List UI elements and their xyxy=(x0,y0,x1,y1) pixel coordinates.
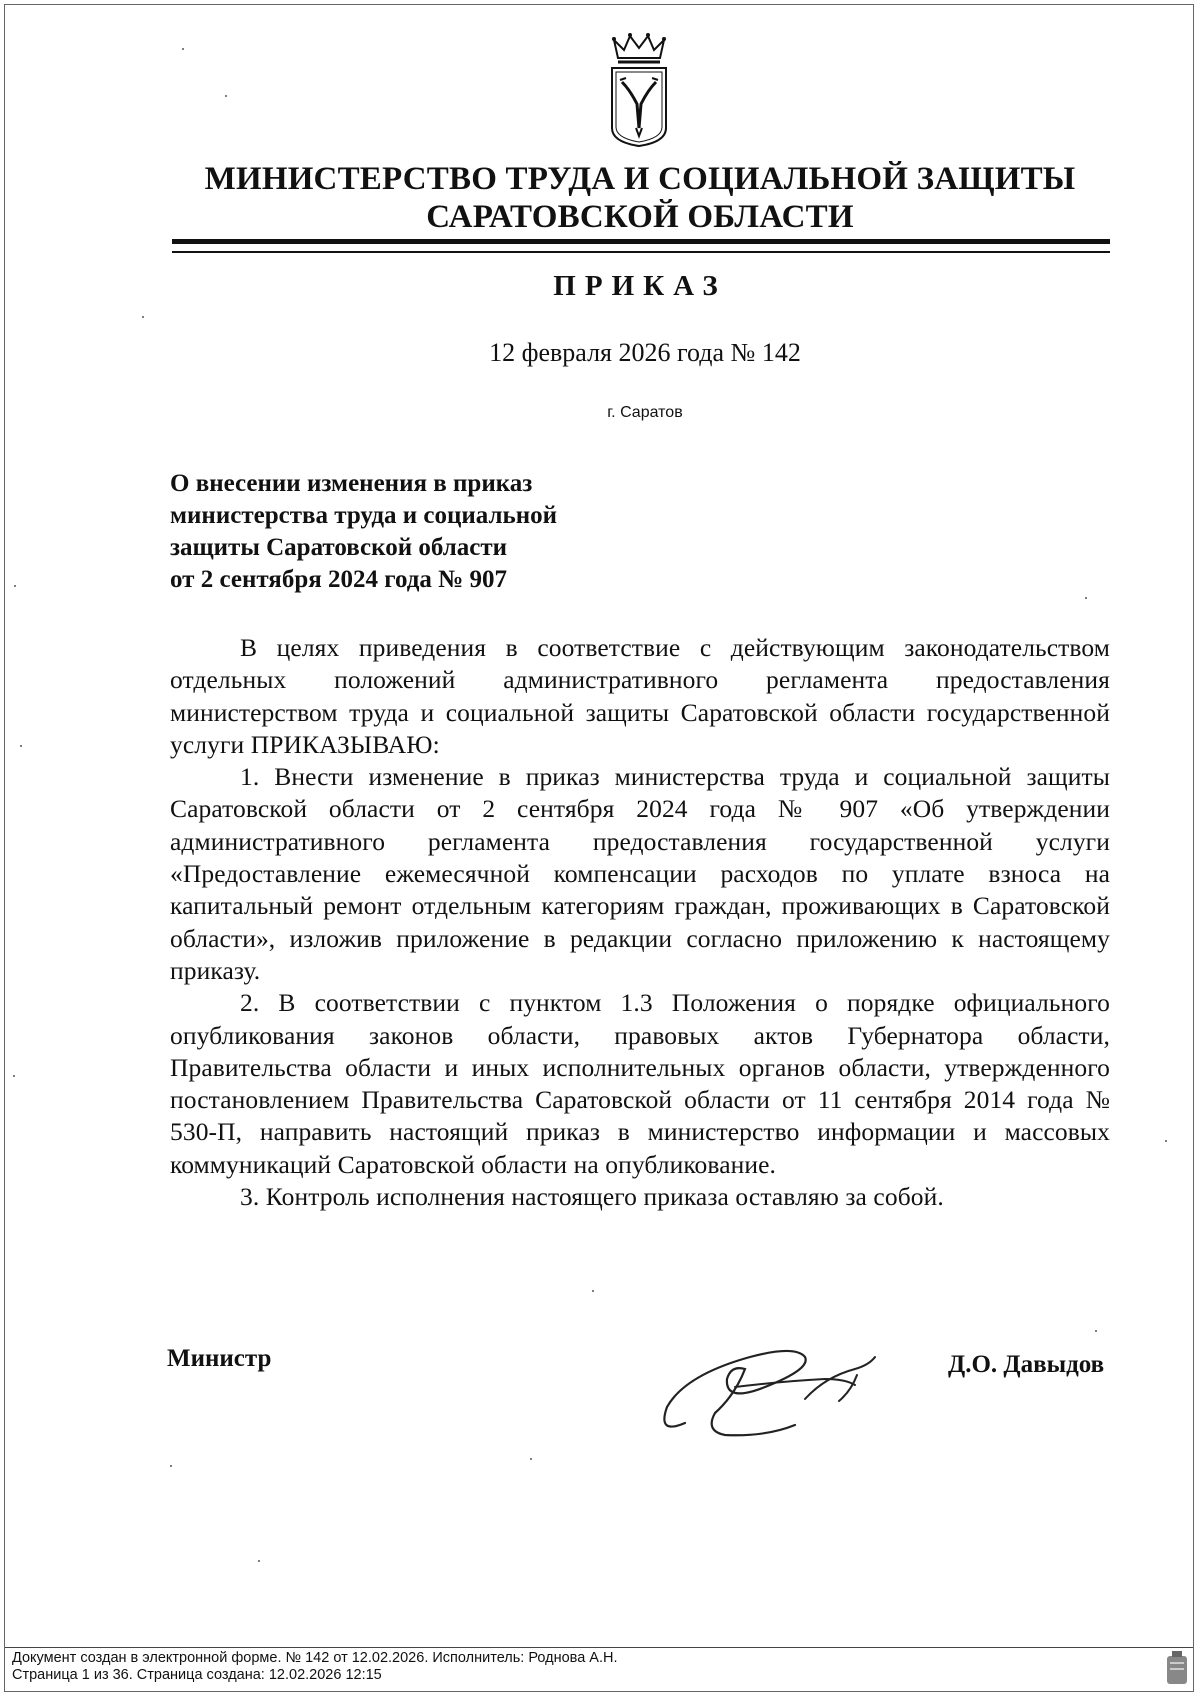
ministry-name-line1: МИНИСТЕРСТВО ТРУДА И СОЦИАЛЬНОЙ ЗАЩИТЫ xyxy=(204,161,1076,197)
body-paragraph-item-1: 1. Внести изменение в приказ министерства труда и социальной защиты Саратовской области от 2 сентября 2024 года № 907 «Об утверждении административного регламента предоставления государственной услуги «Предоставление ежемесячной компенсации расходов по уплате взноса на капитальный ремонт отдельным категориям граждан, проживающих в Саратовской области», изложив приложение в редакции согласно приложению к настоящему приказу. xyxy=(170,762,1110,985)
scan-speck xyxy=(258,1560,260,1562)
order-title: ПРИКАЗ xyxy=(553,270,727,302)
footer-line-2: Страница 1 из 36. Страница создана: 12.02.2026 12:15 xyxy=(12,1667,382,1683)
subject-line: О внесении изменения в приказ xyxy=(170,470,533,497)
ministry-name xyxy=(160,160,1120,236)
order-body xyxy=(170,632,1110,1213)
order-date-number: 12 февраля 2026 года № 142 xyxy=(489,338,801,367)
body-paragraph-item-3: 3. Контроль исполнения настоящего приказа оставляю за собой. xyxy=(240,1182,944,1212)
ministry-name-line2: САРАТОВСКОЙ ОБЛАСТИ xyxy=(426,199,854,235)
scan-speck xyxy=(14,585,16,587)
body-paragraph-item-2: 2. В соответствии с пунктом 1.3 Положения о порядке официального опубликования законов области, правовых актов Губернатора области, Правительства области и иных исполнительных органов области, утвержденного постановлением Правительства Саратовской области от 11 сентября 2014 года № 530-П, направить настоящий приказ в министерство информации и массовых коммуникаций Саратовской области на опубликование. xyxy=(170,988,1110,1179)
scan-speck xyxy=(1165,1140,1167,1142)
scan-speck xyxy=(592,1290,594,1292)
header-rule-thick xyxy=(172,239,1110,244)
scan-speck xyxy=(142,316,144,318)
body-paragraph-preamble: В целях приведения в соответствие с действующим законодательством отдельных положений административного регламента предоставления министерством труда и социальной защиты Саратовской области государственной услуги ПРИКАЗЫВАЮ: xyxy=(170,633,1110,759)
subject-line: министерства труда и социальной xyxy=(170,502,558,529)
document-stamp-icon xyxy=(1165,1650,1189,1686)
scan-speck xyxy=(1085,597,1087,599)
header-rule-thin xyxy=(172,251,1110,253)
scan-speck xyxy=(225,95,227,97)
order-subject xyxy=(170,468,640,596)
coat-of-arms-icon xyxy=(606,32,672,150)
scan-speck xyxy=(182,48,184,50)
scan-speck xyxy=(170,1465,172,1467)
footer-divider xyxy=(5,1647,1193,1648)
subject-line: защиты Саратовской области xyxy=(170,534,508,561)
scan-speck xyxy=(20,745,22,747)
signatory-role: Министр xyxy=(167,1345,272,1372)
subject-line: от 2 сентября 2024 года № 907 xyxy=(170,566,508,593)
scan-speck xyxy=(13,1075,15,1077)
signatory-name: Д.О. Давыдов xyxy=(948,1351,1105,1378)
scan-speck xyxy=(530,1458,532,1460)
order-city: г. Саратов xyxy=(607,404,683,421)
footer-stamp xyxy=(12,1650,1112,1684)
footer-line-1: Документ создан в электронной форме. № 142 от 12.02.2026. Исполнитель: Роднова А.Н. xyxy=(12,1650,618,1666)
scan-speck xyxy=(1095,1330,1097,1332)
handwritten-signature xyxy=(655,1335,915,1455)
